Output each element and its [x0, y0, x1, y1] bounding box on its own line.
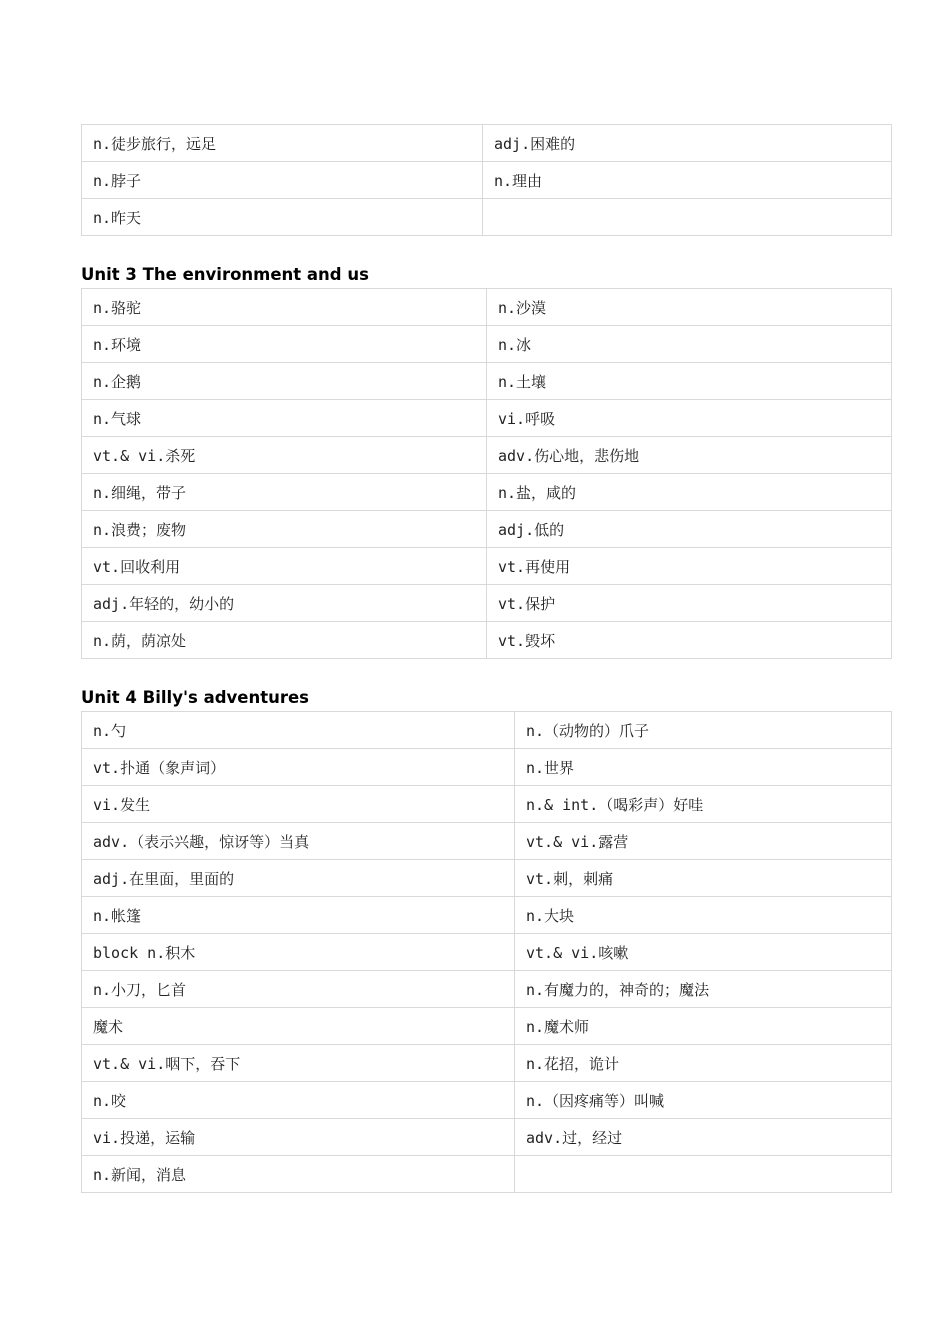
table-cell: adv.过，经过 — [515, 1119, 892, 1156]
table-row — [82, 474, 892, 511]
document-page — [81, 124, 891, 1193]
table-cell: n.世界 — [515, 749, 892, 786]
table-row — [82, 326, 892, 363]
table-row — [82, 786, 892, 823]
table-cell: vi.投递，运输 — [82, 1119, 515, 1156]
table-row — [82, 823, 892, 860]
table-row — [82, 585, 892, 622]
unit-4-heading: Unit 4 Billy's adventures — [81, 688, 309, 707]
table-cell: vt.& vi.杀死 — [82, 437, 487, 474]
table-row — [82, 548, 892, 585]
table-row — [82, 860, 892, 897]
table-cell: n.气球 — [82, 400, 487, 437]
table-row — [82, 289, 892, 326]
table-cell: n.花招，诡计 — [515, 1045, 892, 1082]
table-cell — [483, 199, 892, 236]
table-row — [82, 1008, 892, 1045]
table-cell: n.昨天 — [82, 199, 483, 236]
table-cell: n.大块 — [515, 897, 892, 934]
table-row — [82, 971, 892, 1008]
table-cell: n.土壤 — [487, 363, 892, 400]
table-cell: vt.刺，刺痛 — [515, 860, 892, 897]
table-cell: adv.（表示兴趣，惊讶等）当真 — [82, 823, 515, 860]
table-cell: n.荫，荫凉处 — [82, 622, 487, 659]
table-row — [82, 712, 892, 749]
table-cell: n.咬 — [82, 1082, 515, 1119]
table-cell: vt.& vi.咽下，吞下 — [82, 1045, 515, 1082]
unit-3-heading: Unit 3 The environment and us — [81, 265, 369, 284]
table-cell: n.魔术师 — [515, 1008, 892, 1045]
table-row — [82, 511, 892, 548]
table-cell: n.环境 — [82, 326, 487, 363]
table-cell: 魔术 — [82, 1008, 515, 1045]
table-cell: n.沙漠 — [487, 289, 892, 326]
table-cell: vt.再使用 — [487, 548, 892, 585]
table-row — [82, 1082, 892, 1119]
table-row — [82, 162, 892, 199]
table-row — [82, 934, 892, 971]
table-cell: n.细绳，带子 — [82, 474, 487, 511]
table-cell: n.骆驼 — [82, 289, 487, 326]
table-cell: n.冰 — [487, 326, 892, 363]
table-row — [82, 125, 892, 162]
vocab-table-unit-4 — [81, 711, 892, 1193]
table-cell: block n.积木 — [82, 934, 515, 971]
table-cell: adv.伤心地，悲伤地 — [487, 437, 892, 474]
table-row — [82, 897, 892, 934]
table-row — [82, 1119, 892, 1156]
table-cell: vt.& vi.咳嗽 — [515, 934, 892, 971]
table-cell — [515, 1156, 892, 1193]
table-row — [82, 363, 892, 400]
table-cell: n.帐篷 — [82, 897, 515, 934]
table-row — [82, 1045, 892, 1082]
table-row — [82, 749, 892, 786]
table-cell: n.徒步旅行，远足 — [82, 125, 483, 162]
table-row — [82, 1156, 892, 1193]
table-row — [82, 400, 892, 437]
table-cell: adj.年轻的，幼小的 — [82, 585, 487, 622]
table-cell: n.浪费；废物 — [82, 511, 487, 548]
table-row — [82, 622, 892, 659]
table-cell: n.& int.（喝彩声）好哇 — [515, 786, 892, 823]
table-cell: adj.困难的 — [483, 125, 892, 162]
table-cell: vi.发生 — [82, 786, 515, 823]
table-cell: n.新闻，消息 — [82, 1156, 515, 1193]
vocab-table-continued — [81, 124, 892, 236]
table-cell: n.理由 — [483, 162, 892, 199]
table-cell: adj.低的 — [487, 511, 892, 548]
table-cell: vt.保护 — [487, 585, 892, 622]
table-cell: vt.毁坏 — [487, 622, 892, 659]
table-cell: adj.在里面，里面的 — [82, 860, 515, 897]
table-cell: n.小刀，匕首 — [82, 971, 515, 1008]
table-cell: n.（动物的）爪子 — [515, 712, 892, 749]
table-cell: n.企鹅 — [82, 363, 487, 400]
vocab-table-unit-3 — [81, 288, 892, 659]
table-cell: vt.扑通（象声词） — [82, 749, 515, 786]
table-cell: vt.回收利用 — [82, 548, 487, 585]
table-cell: vi.呼吸 — [487, 400, 892, 437]
table-row — [82, 437, 892, 474]
table-cell: n.有魔力的，神奇的；魔法 — [515, 971, 892, 1008]
table-cell: n.勺 — [82, 712, 515, 749]
table-row — [82, 199, 892, 236]
table-cell: n.（因疼痛等）叫喊 — [515, 1082, 892, 1119]
table-cell: n.盐，咸的 — [487, 474, 892, 511]
table-cell: n.脖子 — [82, 162, 483, 199]
table-cell: vt.& vi.露营 — [515, 823, 892, 860]
